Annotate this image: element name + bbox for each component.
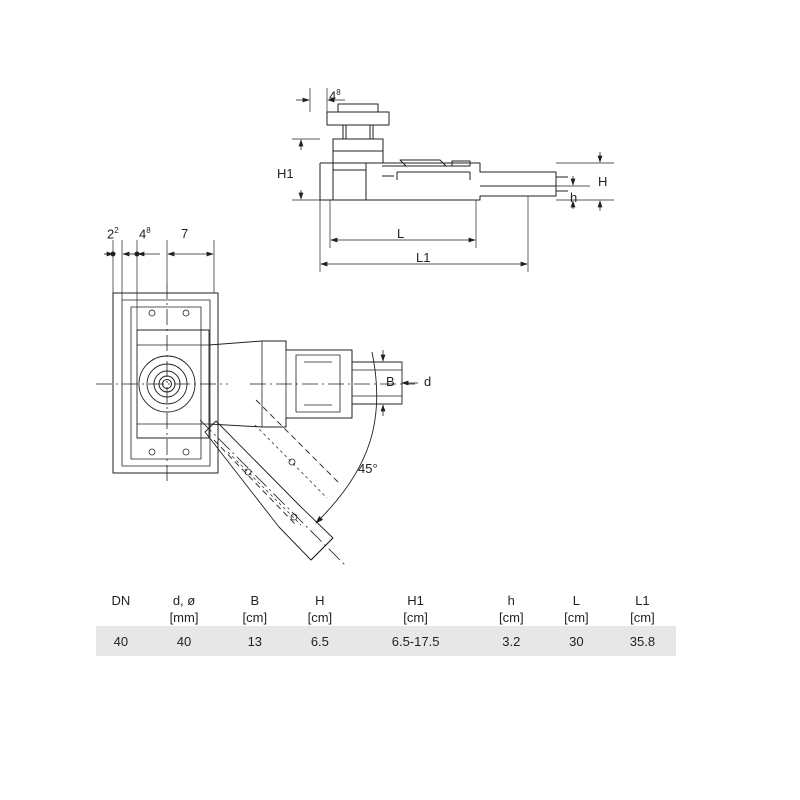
dim-label-b: B: [386, 374, 395, 389]
dim-label-l1: L1: [416, 250, 431, 265]
table-cell: 30: [569, 633, 584, 649]
table-cell: 40: [176, 633, 192, 649]
table-cell: 13: [247, 633, 263, 649]
table-unit-row: [96, 609, 676, 626]
table-header-cell: L: [572, 593, 580, 608]
table-header-row: [96, 592, 676, 609]
table-cell: 3.2: [502, 633, 521, 649]
table-header-cell: H: [315, 593, 325, 608]
table-unit-cell: [cm]: [307, 610, 333, 625]
spec-table: [96, 592, 676, 656]
dim-label-angle-45: 45°: [358, 461, 378, 476]
dim-label-7: 7: [181, 226, 189, 241]
table-unit-cell: [cm]: [499, 610, 524, 625]
table-cell: 35.8: [629, 633, 656, 649]
table-row: [96, 626, 676, 656]
table-header-cell: d, ø: [172, 593, 196, 608]
dim-label-d: d: [424, 374, 432, 389]
table-cell: 6.5: [310, 633, 329, 649]
table-unit-cell: [cm]: [564, 610, 589, 625]
dim-label-h-small: h: [570, 190, 578, 205]
table-unit-cell: [cm]: [242, 610, 268, 625]
dim-label-h: H: [598, 174, 608, 189]
table-header-cell: DN: [111, 593, 131, 608]
table-cell: 6.5-17.5: [391, 633, 440, 649]
table-unit-cell: [mm]: [169, 610, 199, 625]
dim-label-4-8-front: $4^8$: [139, 226, 151, 242]
table-cell: 40: [113, 633, 129, 649]
table-header-cell: B: [250, 593, 260, 608]
dim-label-l: L: [397, 226, 405, 241]
dim-label-2-2: $2^2$: [107, 226, 119, 242]
table-header-cell: H1: [407, 593, 424, 608]
table-header-cell: L1: [635, 593, 650, 608]
table-unit-cell: [cm]: [403, 610, 428, 625]
table-unit-cell: [96, 609, 146, 626]
table-unit-cell: [cm]: [630, 610, 655, 625]
table-header-cell: h: [507, 593, 515, 608]
dim-label-4-8-top: $4^8$: [329, 88, 341, 104]
dim-label-h1: H1: [277, 166, 294, 181]
